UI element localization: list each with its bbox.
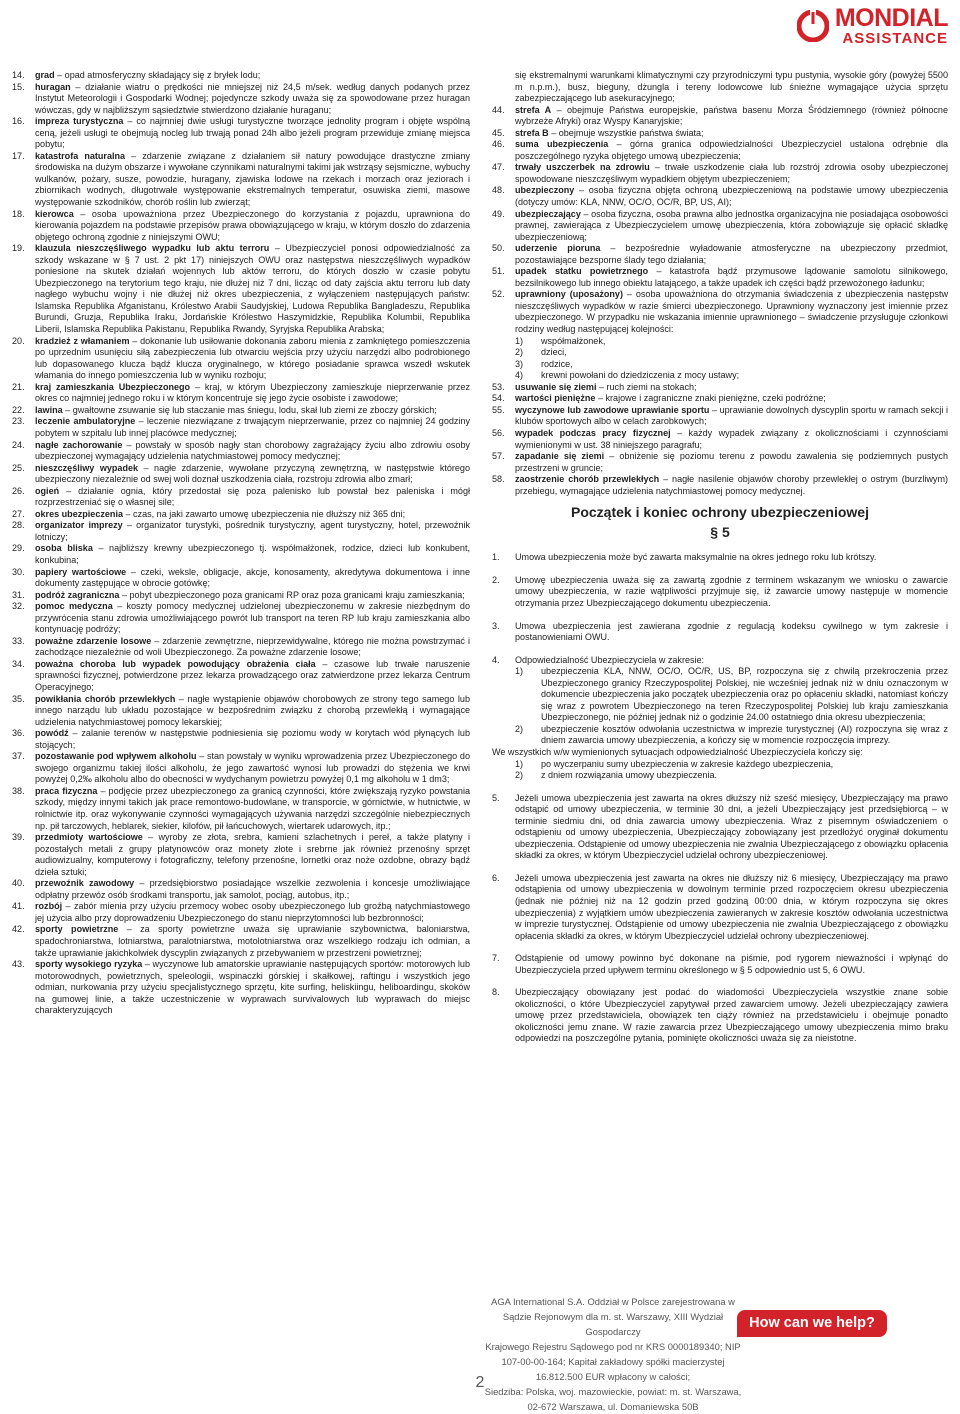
definition-item-text: – najbliższy krewny ubezpieczonego tj. współmałżonek, rodzice, dzieci lub konkubent, konkubina; bbox=[35, 543, 470, 565]
definition-item-text: – leczenie niezwiązane z trwającym nieprzerwanie, przez co najmniej 24 godziny pobytem w szpitalu lub innej placówce medycznej; bbox=[35, 416, 470, 438]
right-column bbox=[492, 70, 948, 1056]
footer-line: Siedziba: Polska, woj. mazowieckie, powiat: m. st. Warszawa, 02-672 Warszawa, ul. Domaniewska 50B bbox=[484, 1386, 742, 1412]
definition-item-number: 55. bbox=[492, 404, 505, 415]
definition-item bbox=[12, 243, 470, 335]
section-item-text: Odstąpienie od umowy powinno być dokonane na piśmie, pod rygorem nieważności i wpłynąć do Ubezpieczyciela przed upływem terminu określonego w § 5 odpowiednio ust 5, 6 OWU. bbox=[515, 953, 948, 975]
definition-item-term: nieszczęśliwy wypadek bbox=[35, 462, 139, 473]
definition-item-text: – nagłe zdarzenie, wywołane przyczyną zewnętrzną, w następstwie którego ubezpieczony niezależnie od swej woli doznał uszkodzenia ciała, rozstroju zdrowia albo zmarł; bbox=[35, 462, 470, 485]
definition-item bbox=[12, 486, 470, 509]
definition-item bbox=[12, 82, 470, 117]
definition-item-term: poważna choroba lub wypadek powodujący obrażenia ciała bbox=[35, 658, 316, 669]
footer-line: AGA International S.A. Oddział w Polsce zarejestrowana w Sądzie Rejonowym dla m. st. Warszawy, XIII Wydział Gospodarczy bbox=[491, 1296, 735, 1337]
definition-item-text: – osoba fizyczna objęta ochroną ubezpieczeniową na podstawie umowy ubezpieczenia (dotyczy umów: KLA, NNW, OC/O, OC/R, BP, US, AI); bbox=[515, 185, 948, 208]
definition-item-number: 57. bbox=[492, 451, 505, 462]
definition-item-term: zaostrzenie chorób przewlekłych bbox=[515, 474, 660, 485]
definition-item bbox=[12, 520, 470, 543]
definition-item bbox=[12, 786, 470, 832]
heir-item bbox=[515, 359, 948, 371]
subitem-number: 2) bbox=[515, 770, 524, 781]
definition-item-number: 17. bbox=[12, 150, 25, 161]
subitem bbox=[515, 770, 948, 782]
definition-item-text: – działanie ognia, który przedostał się poza palenisko lub powstał bez paleniska i mógł rozprzestrzeniać się o własnej sile; bbox=[35, 485, 470, 508]
definition-item-text: – każdy wypadek związany z okolicznościami i czynnościami wymienionymi w ust. 38 niniejszego paragrafu; bbox=[515, 427, 948, 450]
definition-item-text: – osoba upoważniona do otrzymania świadczenia z ubezpieczenia następstw nieszczęśliwych wypadków w razie śmierci ubezpieczonego. Uprawniony wyznaczony jest imiennie przez ubezpieczonego. W przypadku nie wskazania imiennie uprawnionego – świadczenie przysługuje członkowi rodziny według następującej kolejności: bbox=[515, 289, 948, 335]
definition-item bbox=[12, 694, 470, 729]
definition-item-term: ubezpieczający bbox=[515, 208, 581, 219]
mondial-logo bbox=[797, 6, 948, 46]
definition-item bbox=[12, 728, 470, 751]
definition-item-text: – krajowe i zagraniczne znaki pieniężne, czeki podróżne; bbox=[595, 393, 826, 404]
definition-item-text: – kraj, w którym Ubezpieczony zamieszkuje nieprzerwanie przez okres co najmniej jednego roku i w którym koncentruje się jego życie osobiste i zawodowe; bbox=[35, 381, 470, 404]
definition-item-number: 38. bbox=[12, 785, 25, 796]
heir-item bbox=[515, 370, 948, 382]
definition-item bbox=[12, 509, 470, 521]
definition-item bbox=[492, 405, 948, 428]
definition-item bbox=[492, 162, 948, 185]
subitem-number: 1) bbox=[515, 666, 524, 677]
definition-item-term: podróż zagraniczna bbox=[35, 589, 120, 600]
definition-item-number: 21. bbox=[12, 381, 25, 392]
definition-item bbox=[12, 567, 470, 590]
definition-item-number: 48. bbox=[492, 185, 505, 196]
definition-item-number: 29. bbox=[12, 543, 25, 554]
definition-item-text: – koszty pomocy medycznej udzielonej ubezpieczonemu w zakresie niezbędnym do przywrócenia stanu zdrowia umożliwiającego powrót lub transport na teren RP lub kraju zamieszkania albo kontynuację podróży; bbox=[35, 601, 470, 635]
definition-item-text: – osoba fizyczna, osoba prawna albo jednostka organizacyjna nie posiadająca osobowości prawnej, zawierająca z Ubezpieczycielem umowę ubezpieczenia, która zobowiązuje się opłacić składkę ubezpieczeniową; bbox=[515, 208, 948, 242]
definition-item-term: trwały uszczerbek na zdrowiu bbox=[515, 162, 650, 173]
section-item-number: 1. bbox=[492, 552, 500, 563]
definition-item-number: 15. bbox=[12, 81, 25, 92]
subitem-text: ubezpieczenia KLA, NNW, OC/O, OC/R, US, BP, rozpoczyna się z chwilą przekroczenia przez Ubezpieczonego granicy Rzeczypospolitej Polskiej, nie wcześniej jednak niż w dniu oznaczonym w dokumencie ubezpieczenia jako początek ubezpieczenia oraz po opłaceniu składki, natomiast kończy się wraz z powrotem Ubezpieczonego na teren Rzeczypospolitej Polskiej lub kraju zamieszkania Ubezpieczonego, nie później jednak niż o godzinie 24.00 ostatniego dnia okresu ubezpieczenia; bbox=[541, 666, 948, 723]
definition-item bbox=[12, 151, 470, 209]
definition-item-text: – działanie wiatru o prędkości nie mniejszej niż 24,5 m/sek. według danych podanych przez Instytut Meteorologii i Gospodarki Wodnej; pojedyncze szkody uważa się za spowodowane przez huragan wówczas, gdy w najbliższym sąsiedztwie stwierdzono działanie huraganu; bbox=[35, 81, 470, 115]
heir-item-number: 2) bbox=[515, 347, 524, 358]
definition-item-number: 35. bbox=[12, 693, 25, 704]
definition-item-term: przewoźnik zawodowy bbox=[35, 878, 135, 889]
definition-item bbox=[12, 832, 470, 878]
definition-item-term: strefa A bbox=[515, 104, 552, 115]
definition-item bbox=[492, 393, 948, 405]
subitem-number: 2) bbox=[515, 723, 524, 734]
definition-item-number: 16. bbox=[12, 116, 25, 127]
definition-item-text: – osoba upoważniona przez Ubezpieczonego do korzystania z pojazdu, uprawniona do kierowania pojazdem na podstawie przepisów prawa obowiązującego w kraju, w którym doszło do zdarzenia objętego ochroną zgodnie z niniejszymi OWU; bbox=[35, 208, 470, 242]
definition-item bbox=[492, 428, 948, 451]
definition-item-text: – nagłe wystąpienie objawów chorobowych ze strony tego samego lub innego narządu lub układu pozostające w bezpośrednim związku z chorobą przewlekłą i wymagające udzielenia natychmiastowej pomocy lekarskiej; bbox=[35, 693, 470, 727]
section-item bbox=[492, 552, 948, 564]
definition-item-text: – pobyt ubezpieczonego poza granicami RP oraz poza granicami kraju zamieszkania; bbox=[119, 589, 465, 600]
definition-item-text: – katastrofa bądź przymusowe lądowanie samolotu silnikowego, bezsilnikowego lub innego obiektu latającego, a także upadek ich części bądź przewożonego ładunku; bbox=[515, 266, 948, 288]
definition-item-term: ogień bbox=[35, 485, 60, 496]
definition-item-number: 39. bbox=[12, 832, 25, 843]
definition-continuation: się ekstremalnymi warunkami klimatycznymi czy przyrodniczymi typu pustynia, wysokie góry (powyżej 5500 m n.p.m.), busz, bieguny, dżungla i tereny lodowcowe lub śnieżne wymagające użycia sprzętu zabezpieczającego lub asekuracyjnego; bbox=[515, 70, 948, 104]
definition-item-number: 34. bbox=[12, 658, 25, 669]
heir-item-text: dzieci, bbox=[541, 347, 567, 358]
definition-item-text: – gwałtowne zsuwanie się lub staczanie mas śniegu, lodu, skał lub ziemi ze zboczy górskich; bbox=[62, 404, 437, 415]
heir-item-text: rodzice, bbox=[541, 358, 573, 369]
definition-item-text: – stan powstały w wyniku wprowadzenia przez Ubezpieczonego do swojego organizmu takiej ilości alkoholu, że jego zawartość wynosi lub prowadzi do stężenia we krwi powyżej 0,2‰ alkoholu albo do obecności w wydychanym powietrzu powyżej 0,1 mg alkoholu w 1 dm3; bbox=[35, 751, 470, 785]
definition-item bbox=[12, 405, 470, 417]
section-item bbox=[492, 953, 948, 976]
definition-item bbox=[492, 128, 948, 140]
subitem bbox=[515, 724, 948, 747]
definition-item bbox=[492, 382, 948, 394]
definition-item-term: przedmioty wartościowe bbox=[35, 832, 143, 843]
section-title: Początek i koniec ochrony ubezpieczeniowej bbox=[571, 504, 869, 521]
definition-item bbox=[12, 924, 470, 959]
definition-item-number: 37. bbox=[12, 751, 25, 762]
definition-item-term: lawina bbox=[35, 404, 63, 415]
definition-item-term: usuwanie się ziemi bbox=[515, 381, 597, 392]
definition-item-term: powódź bbox=[35, 728, 69, 739]
definition-item bbox=[12, 336, 470, 382]
definition-item bbox=[492, 474, 948, 497]
definition-item-text: – co najmniej dwie usługi turystyczne tworzące jednolity program i objęte wspólną ceną, jeżeli usługi te obejmują nocleg lub trwają ponad 24h albo jeżeli program przewiduje zmianę miejsca pobytu; bbox=[35, 116, 470, 150]
subitem-number: 1) bbox=[515, 758, 524, 769]
definition-item bbox=[492, 209, 948, 244]
section-item-number: 5. bbox=[492, 792, 500, 803]
definition-item bbox=[492, 243, 948, 266]
definition-item-term: upadek statku powietrznego bbox=[515, 266, 649, 277]
definition-item-number: 41. bbox=[12, 901, 25, 912]
definition-item-number: 25. bbox=[12, 462, 25, 473]
definition-item-text: – ruch ziemi na stokach; bbox=[596, 381, 697, 392]
subitem bbox=[515, 759, 948, 771]
definition-item bbox=[12, 601, 470, 636]
definition-item bbox=[12, 209, 470, 244]
definition-item-term: sporty powietrzne bbox=[35, 924, 119, 935]
definition-item-text: – czeki, weksle, obligacje, akcje, konosamenty, akredytywa dokumentowa i inne dokumenty zastępujące w obrocie gotówkę; bbox=[35, 566, 470, 589]
definition-item bbox=[12, 543, 470, 566]
definition-item-number: 53. bbox=[492, 381, 505, 392]
definition-item-text: – przedsiębiorstwo posiadające wszelkie zezwolenia i koncesje umożliwiające odpłatny przewóz osób środkami transportu, jak samolot, pociąg, autobus, itp.; bbox=[35, 878, 470, 900]
definition-item-text: – obejmuje Państwa europejskie, państwa basenu Morza Śródziemnego (również północne wybrzeże Afryki) oraz Wyspy Kanaryjskie; bbox=[515, 104, 948, 127]
definition-item-text: – organizator turystyki, pośrednik turystyczny, agent turystyczny, hotel, przewoźnik lotniczy; bbox=[35, 520, 470, 542]
subitem-text: z dniem rozwiązania umowy ubezpieczenia. bbox=[541, 770, 717, 781]
definition-item-number: 40. bbox=[12, 878, 25, 889]
definition-item-text: – wyroby ze złota, srebra, kamieni szlachetnych i pereł, a także platyny i pozostałych metali z grupy platynowców oraz monety złote i srebrne jak również przenośny sprzęt audiowizualny, komputerowy i fotograficzny, telefony przenośne, lornetki oraz noże ozdobne, obrazy bądź dzieła sztuki; bbox=[35, 832, 470, 877]
definition-item-text: – powstały w sposób nagły stan chorobowy zagrażający życiu albo zdrowiu osoby ubezpieczonej wymagający udzielenia natychmiastowej pomocy medycznej; bbox=[35, 439, 471, 462]
definition-item-term: klauzula nieszczęśliwego wypadku lub aktu terroru bbox=[35, 243, 270, 254]
section-item-text: Umowa ubezpieczenia jest zawierana zgodnie z regulacją kodeksu cywilnego w tym zakresie i postanowieniami OWU. bbox=[515, 620, 948, 643]
section-item-number: 3. bbox=[492, 620, 500, 631]
definition-item-term: rozbój bbox=[35, 901, 63, 912]
definition-item-text: – obniżenie się poziomu terenu z powodu zawalenia się podziemnych pustych przestrzeni w gruncie; bbox=[515, 451, 948, 473]
definition-item-term: powikłania chorób przewlekłych bbox=[35, 693, 176, 704]
definition-item-term: grad bbox=[35, 70, 55, 80]
definition-item-number: 42. bbox=[12, 924, 25, 935]
definition-item bbox=[492, 185, 948, 208]
definition-item-text: – trwałe uszkodzenie ciała lub rozstrój zdrowia osoby ubezpieczonej spowodowane nieszczęśliwym wypadkiem objętym ubezpieczeniem; bbox=[515, 162, 949, 184]
definition-item-term: osoba bliska bbox=[35, 543, 93, 554]
definition-item-number: 45. bbox=[492, 127, 505, 138]
definition-item-number: 50. bbox=[492, 243, 505, 254]
footer bbox=[478, 1294, 748, 1414]
definition-item bbox=[12, 878, 470, 901]
definition-item-term: impreza turystyczna bbox=[35, 116, 124, 127]
definition-item-number: 26. bbox=[12, 485, 25, 496]
definition-item bbox=[12, 440, 470, 463]
subitem-text: po wyczerpaniu sumy ubezpieczenia w zakresie każdego ubezpieczenia, bbox=[541, 758, 834, 769]
definition-item bbox=[492, 289, 948, 335]
section-item-number: 4. bbox=[492, 654, 500, 665]
heir-item-number: 1) bbox=[515, 335, 524, 346]
definition-item-term: kraj zamieszkania Ubezpieczonego bbox=[35, 381, 191, 392]
definition-item-number: 49. bbox=[492, 208, 505, 219]
definition-item-term: katastrofa naturalna bbox=[35, 150, 126, 161]
definition-item-text: – wyczynowe lub amatorskie uprawianie następujących sportów: motorowych lub motorowodnych, powietrznych, speleologii, wspinaczki górskiej i skałkowej, raftingu i wszystkich jego odmian, nurkowania przy użyciu specjalistycznego sprzętu, kite surfing, heliskiingu, heliboardingu, skoków na gumowej linie, a także uczestniczenie w wyprawach survivalowych lub wyprawach do miejsc charakteryzujących bbox=[35, 959, 470, 1016]
definition-item-term: strefa B bbox=[515, 127, 549, 138]
section-item-number: 2. bbox=[492, 574, 500, 585]
definition-item bbox=[12, 416, 470, 439]
section-number: § 5 bbox=[710, 523, 730, 540]
definition-item bbox=[12, 463, 470, 486]
mondial-logo-icon bbox=[797, 10, 829, 42]
definition-item-text: – zalanie terenów w następstwie podniesienia się poziomu wody w korytach wód płynących lub stojących; bbox=[35, 728, 470, 750]
definition-item-term: huragan bbox=[35, 81, 71, 92]
definition-item-term: leczenie ambulatoryjne bbox=[35, 416, 136, 427]
heir-item-number: 4) bbox=[515, 370, 524, 381]
definition-item-term: ubezpieczony bbox=[515, 185, 575, 196]
definition-item bbox=[12, 70, 470, 82]
definition-item-text: – zabór mienia przy użyciu przemocy wobec osoby ubezpieczonego lub groźbą natychmiastowego jej użycia albo przy doprowadzeniu Ubezpieczonego do stanu nieprzytomności lub bezbronności; bbox=[35, 901, 470, 923]
subitem bbox=[515, 666, 948, 724]
definition-item-number: 46. bbox=[492, 139, 505, 150]
definition-item bbox=[12, 590, 470, 602]
left-column bbox=[12, 70, 470, 1017]
definition-item-term: papiery wartościowe bbox=[35, 566, 127, 577]
definition-item bbox=[12, 959, 470, 1017]
definition-item-text: – zdarzenie związane z działaniem sił natury powodujące drastyczne zmiany środowiska na dużym obszarze i wywołane czynnikami naturalnymi takimi jak wstrząsy sejsmiczne, wybuchy wulkanów, pożary, susze, powodzie, huragany, zjawiska lodowe na rzekach i morzach oraz jeziorach i zbiornikach wodnych, długotrwałe występowanie ekstremalnych temperatur, osuwiska ziemi, masowe występowanie szkodników, chorób roślin lub zwierząt; bbox=[35, 150, 470, 208]
heir-item bbox=[515, 336, 948, 348]
section-item-text: Umowa ubezpieczenia może być zawarta maksymalnie na okres jednego roku lub krótszy. bbox=[515, 552, 877, 563]
definition-item-term: wartości pieniężne bbox=[515, 393, 596, 404]
section-item bbox=[492, 873, 948, 942]
heir-item-text: współmałżonek, bbox=[541, 335, 606, 346]
definition-item-term: uderzenie pioruna bbox=[515, 243, 601, 254]
section-item-text: Umowę ubezpieczenia uważa się za zawartą zgodnie z terminem wskazanym we wniosku o zawarcie umowy ubezpieczenia, w razie wątpliwości przyjmuje się, iż zawarcie umowy następuje w momencie otrzymania przez Ubezpieczającego dokumentu ubezpieczenia. bbox=[515, 574, 948, 608]
definition-item bbox=[12, 901, 470, 924]
brand-name: MONDIAL bbox=[834, 4, 948, 32]
section-item bbox=[492, 655, 948, 667]
definition-item-number: 43. bbox=[12, 959, 25, 970]
section-note: We wszystkich w/w wymienionych sytuacjach odpowiedzialność Ubezpieczyciela kończy się: bbox=[492, 746, 863, 757]
definition-item bbox=[492, 139, 948, 162]
definition-item-number: 28. bbox=[12, 520, 25, 531]
definition-item-text: – obejmuje wszystkie państwa świata; bbox=[548, 127, 704, 138]
brand-subtitle: ASSISTANCE bbox=[842, 30, 948, 47]
subitem-text: ubezpieczenie kosztów odwołania uczestnictwa w imprezie turystycznej (AI) rozpoczyna się wraz z dniem zawarcia umowy ubezpieczenia, a kończy się w momencie rozpoczęcia imprezy. bbox=[541, 723, 948, 746]
section-item bbox=[492, 793, 948, 862]
definition-item-text: – czasowe lub trwałe naruszenie sprawności fizycznej, potwierdzone przez lekarza prowadzącego oraz zatwierdzone przez lekarza Centrum Operacyjnego; bbox=[35, 658, 470, 692]
definition-item-term: wypadek podczas pracy fizycznej bbox=[515, 427, 671, 438]
definition-item-number: 51. bbox=[492, 266, 505, 277]
definition-item-number: 31. bbox=[12, 589, 25, 600]
definition-item-text: – czas, na jaki zawarto umowę ubezpieczenia nie dłuższy niż 365 dni; bbox=[123, 508, 406, 519]
definition-item-number: 27. bbox=[12, 508, 25, 519]
definition-item-term: zapadanie się ziemi bbox=[515, 451, 605, 462]
definition-item bbox=[12, 382, 470, 405]
definition-item-term: kierowca bbox=[35, 208, 74, 219]
definition-item bbox=[492, 105, 948, 128]
definition-item-number: 47. bbox=[492, 162, 505, 173]
definition-item-term: pomoc medyczna bbox=[35, 601, 113, 612]
section-item-number: 6. bbox=[492, 872, 500, 883]
definition-item-text: – bezpośrednie wyładowanie atmosferyczne na ubezpieczony przedmiot, pozostawiające bezsporne ślady tego działania; bbox=[515, 243, 948, 265]
definition-item-term: sporty wysokiego ryzyka bbox=[35, 959, 143, 970]
definition-item-text: – zdarzenie zewnętrzne, nieprzewidywalne, którego nie można powstrzymać i zachodzące niezależnie od woli Ubezpieczonego. Za poważne zdarzenie losowe; bbox=[35, 635, 470, 658]
section-item-text: Odpowiedzialność Ubezpieczyciela w zakresie: bbox=[515, 654, 705, 665]
definition-item-text: – Ubezpieczyciel ponosi odpowiedzialność za szkody wskazane w § 7 ust. 2 pkt 17) niniejszych OWU oraz następstwa nieszczęśliwych wypadków poniesione na skutek działań wojennych lub aktów terroru, do których doszło w czasie pobytu Ubezpieczonego na terytorium tego kraju, nie dłużej niż 7 dni, licząc od daty zajścia aktu terroru lub daty nagłego wybuchu wojny i nie dłużej niż okres ubezpieczenia, z wyłączeniem następujących państw: Islamska Republika Afganistanu, Królestwo Arabii Saudyjskiej, Ludowa Republika Bangladeszu, Republika Burundi, Gruzja, Republika Iraku, Jordańskie Królestwo Haszymidzkie, Republika Kolumbii, Republika Liberii, Islamska Republika Pakistanu, Republika Rwandy, Syryjska Republika Arabska; bbox=[35, 243, 470, 335]
definition-item-number: 24. bbox=[12, 439, 25, 450]
definition-item-term: poważne zdarzenie losowe bbox=[35, 635, 152, 646]
footer-line: Krajowego Rejestru Sądowego pod nr KRS 0000189340; NIP 107-00-00-164; Kapitał zakładowy spółki macierzystej 16.812.500 EUR wpłacony w całości; bbox=[485, 1341, 741, 1382]
definition-item-term: organizator imprezy bbox=[35, 520, 123, 531]
section-item-text: Jeżeli umowa ubezpieczenia jest zawarta na okres dłuższy niż sześć miesięcy, Ubezpieczający ma prawo odstąpić od umowy ubezpieczenia, w terminie 30 dni, a jeżeli Ubezpieczający jest przedsiębiorcą – w terminie siedmiu dni, od dnia zawarcia umowy ubezpieczenia. Wraz z pisemnym oświadczeniem o odstąpieniu od umowy ubezpieczenia, Ubezpieczający zobowiązany jest przedłożyć oryginał dokumentu ubezpieczenia. Odstąpienie od umowy ubezpieczenia nie zwalnia Ubezpieczającego z obowiązku opłacenia składki za okres, w którym Ubezpieczyciel udzielał ochrony ubezpieczeniowej. bbox=[515, 792, 948, 861]
definition-item-number: 56. bbox=[492, 427, 505, 438]
section-item-text: Ubezpieczający obowiązany jest podać do wiadomości Ubezpieczyciela wszystkie znane sobie okoliczności, o które Ubezpieczyciel zapytywał przed zawarciem umowy. Jeżeli ubezpieczający zawiera umowę przez przedstawiciela, obowiązek ten ciąży również na przedstawicielu i obejmuje ponadto okoliczności jemu znane. W razie zawarcia przez Ubezpieczającego umowy ubezpieczenia mimo braku odpowiedzi na poszczególne pytania, pominięte okoliczności uważa się za nieistotne. bbox=[515, 987, 948, 1044]
section-item bbox=[492, 987, 948, 1045]
section-item-number: 7. bbox=[492, 953, 500, 964]
definition-item-text: – za sporty powietrzne uważa się uprawianie szybownictwa, baloniarstwa, spadochroniarstwa, lotniarstwa, paralotniarstwa, motolotniarstwa oraz wszelkiego rodzaju ich odmian, a także uprawianie jakichkolwiek dyscyplin związanych z przebywaniem w przestrzeni powietrznej; bbox=[35, 924, 470, 958]
definition-item-term: nagłe zachorowanie bbox=[35, 439, 123, 450]
definition-item-number: 22. bbox=[12, 404, 25, 415]
definition-item-text: – dokonanie lub usiłowanie dokonania zaboru mienia z zamkniętego pomieszczenia po uprzednim usunięciu siłą zabezpieczenia lub otwarciu wejścia przy użyciu narzędzi albo podrobionego lub dopasowanego klucza bądź klucza oryginalnego, w którego posiadanie sprawca wszedł wskutek włamania do innego pomieszczenia lub w wyniku rozboju; bbox=[35, 335, 470, 381]
definition-item bbox=[492, 266, 948, 289]
definition-item-term: suma ubezpieczenia bbox=[515, 139, 609, 150]
page-number: 2 bbox=[475, 1374, 485, 1391]
definition-item bbox=[12, 636, 470, 659]
definition-item-number: 20. bbox=[12, 335, 25, 346]
definition-item-number: 58. bbox=[492, 474, 505, 485]
definition-item-text: – nagłe nasilenie objawów choroby przewlekłej o ostrym (burzliwym) przebiegu, wymagające udzielenia natychmiastowej pomocy medycznej. bbox=[515, 474, 948, 496]
definition-item-number: 44. bbox=[492, 104, 505, 115]
definition-item-number: 52. bbox=[492, 289, 505, 300]
definition-item-number: 36. bbox=[12, 728, 25, 739]
definition-item bbox=[12, 751, 470, 786]
definition-item-term: kradzież z włamaniem bbox=[35, 335, 130, 346]
section-item bbox=[492, 575, 948, 610]
definition-item-number: 18. bbox=[12, 208, 25, 219]
definition-item-text: – górna granica odpowiedzialności Ubezpieczyciel ustalona odrębnie dla poszczególnego ryzyka objętego umową ubezpieczenia; bbox=[515, 139, 948, 161]
definition-item-term: okres ubezpieczenia bbox=[35, 508, 123, 519]
definition-item-term: wyczynowe lub zawodowe uprawianie sportu bbox=[515, 404, 710, 415]
section-item-text: Jeżeli umowa ubezpieczenia jest zawarta na okres nie dłuższy niż 6 miesięcy, Ubezpieczający ma prawo odstąpienia od umowy ubezpieczenia w dowolnym terminie przed rozpoczęciem okresu ubezpieczenia (jednak nie później niż na 12 godzin przed godziną 00:00 dnia, w którym rozpoczyna się okres ubezpieczenia) z wyjątkiem umów ubezpieczenia zawieranych w zakresie kosztów odwołania uczestnictwa w imprezie turystycznej. Odstąpienie od umowy ubezpieczenia nie zwalnia Ubezpieczającego z obowiązku opłacenia składki za okres, w którym Ubezpieczyciel udzielał ochrony ubezpieczeniowej. bbox=[515, 872, 948, 941]
definition-item-text: – opad atmosferyczny składający się z bryłek lodu; bbox=[54, 70, 261, 80]
definition-item-term: uprawniony (uposażony) bbox=[515, 289, 623, 300]
definition-item-number: 33. bbox=[12, 635, 25, 646]
definition-item-number: 19. bbox=[12, 243, 25, 254]
heir-item-number: 3) bbox=[515, 358, 524, 369]
definition-item-number: 30. bbox=[12, 566, 25, 577]
section-item bbox=[492, 621, 948, 644]
definition-item bbox=[492, 451, 948, 474]
help-badge: How can we help? bbox=[737, 1310, 887, 1337]
definition-item bbox=[12, 116, 470, 151]
definition-item-text: – podjęcie przez ubezpieczonego za granicą czynności, które zwiększają ryzyko powstania szkody, między innymi takich jak prace remontowo-budowlane, w transporcie, w górnictwie, w hutnictwie, w rolnictwie itp. oraz wykonywanie czynności wymagających używania narzędzi szczególnie niebezpiecznych np. pił tarczowych, heblarek, siekier, kilofów, pił łańcuchowych, wiertarek udarowych, itp.; bbox=[35, 785, 470, 831]
section-item-number: 8. bbox=[492, 987, 500, 998]
definition-item-number: 32. bbox=[12, 601, 25, 612]
definition-item-text: – uprawianie dowolnych dyscyplin sportu w ramach sekcji i klubów sportowych albo w celach zarobkowych; bbox=[515, 404, 948, 427]
definition-item-term: pozostawanie pod wpływem alkoholu bbox=[35, 751, 197, 762]
heir-item bbox=[515, 347, 948, 359]
definition-item-number: 14. bbox=[12, 70, 25, 80]
definition-item-term: praca fizyczna bbox=[35, 785, 98, 796]
definition-item-number: 23. bbox=[12, 416, 25, 427]
heir-item-text: krewni powołani do dziedziczenia z mocy ustawy; bbox=[541, 370, 740, 381]
definition-item bbox=[12, 659, 470, 694]
definition-item-number: 54. bbox=[492, 393, 505, 404]
